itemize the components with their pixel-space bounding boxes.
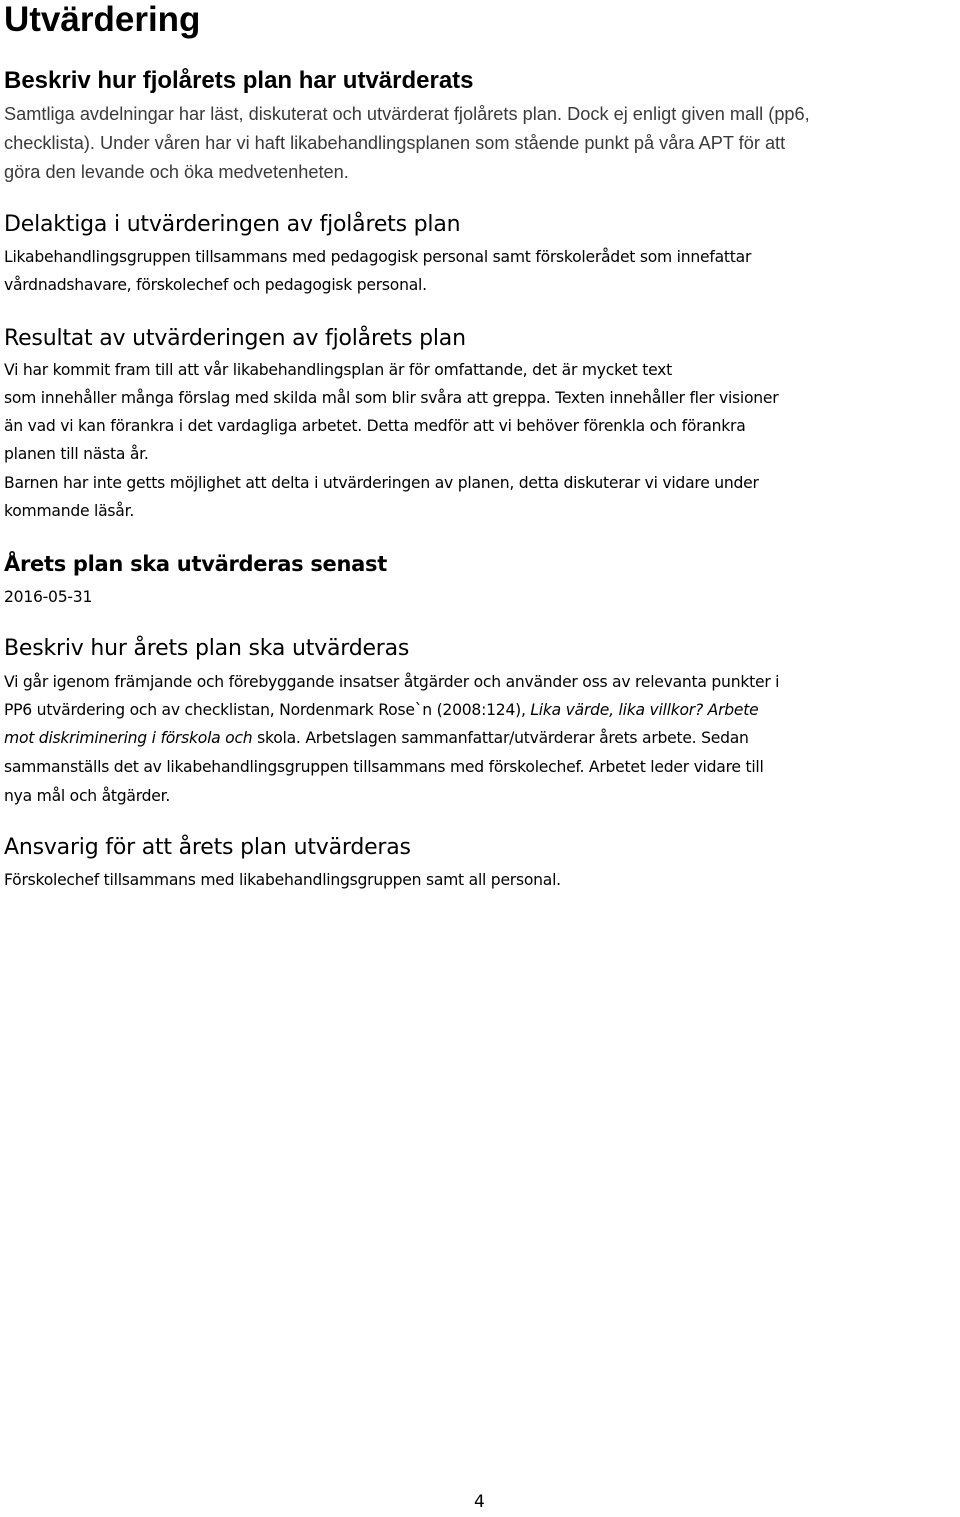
section-heading-participants: Delaktiga i utvärderingen av fjolårets plan <box>4 212 461 237</box>
paragraph-line <box>4 696 758 724</box>
paragraph-line: kommande läsår. <box>4 502 135 520</box>
paragraph-line: Likabehandlingsgruppen tillsammans med pedagogisk personal samt förskolerådet som innefattar <box>4 248 752 266</box>
book-title-italic: mot diskriminering i förskola och <box>4 729 253 747</box>
section-heading-how-evaluated: Beskriv hur fjolårets plan har utvärderats <box>4 67 474 94</box>
paragraph-line: planen till nästa år. <box>4 445 149 463</box>
paragraph-line: vårdnadshavare, förskolechef och pedagogisk personal. <box>4 276 427 294</box>
text-span: PP6 utvärdering och av checklistan, Nordenmark Rose`n (2008:124), <box>4 701 531 719</box>
paragraph-line: Barnen har inte getts möjlighet att delta i utvärderingen av planen, detta diskuterar vi vidare under <box>4 474 759 492</box>
paragraph-line: Samtliga avdelningar har läst, diskuterat och utvärderat fjolårets plan. Dock ej enligt given mall (pp6, <box>4 104 810 124</box>
paragraph-line: än vad vi kan förankra i det vardagliga arbetet. Detta medför att vi behöver förenkla och förankra <box>4 417 746 435</box>
paragraph-line: som innehåller många förslag med skilda mål som blir svåra att greppa. Texten innehåller fler visioner <box>4 389 779 407</box>
paragraph-line: sammanställs det av likabehandlingsgruppen tillsammans med förskolechef. Arbetet leder vidare till <box>4 758 764 776</box>
section-heading-evaluation-deadline: Årets plan ska utvärderas senast <box>4 552 387 576</box>
deadline-date: 2016-05-31 <box>4 588 93 606</box>
section-heading-results: Resultat av utvärderingen av fjolårets plan <box>4 326 466 351</box>
section-heading-how-to-evaluate: Beskriv hur årets plan ska utvärderas <box>4 636 410 661</box>
paragraph-line: Vi går igenom främjande och förebyggande insatser åtgärder och använder oss av relevanta punkter i <box>4 673 780 691</box>
paragraph-line: checklista). Under våren har vi haft likabehandlingsplanen som stående punkt på våra APT för att <box>4 133 786 153</box>
paragraph-line: göra den levande och öka medvetenheten. <box>4 162 349 182</box>
text-span: skola. Arbetslagen sammanfattar/utvärderar årets arbete. Sedan <box>252 729 749 747</box>
paragraph-line: Förskolechef tillsammans med likabehandlingsgruppen samt all personal. <box>4 871 561 889</box>
book-title-italic: Lika värde, lika villkor? Arbete <box>530 701 759 719</box>
page-title: Utvärdering <box>4 0 201 39</box>
paragraph-line <box>4 724 749 752</box>
paragraph-line: Vi har kommit fram till att vår likabehandlingsplan är för omfattande, det är mycket text <box>4 361 672 379</box>
page-number: 4 <box>474 1492 485 1512</box>
section-heading-responsible: Ansvarig för att årets plan utvärderas <box>4 835 411 860</box>
paragraph-line: nya mål och åtgärder. <box>4 787 171 805</box>
